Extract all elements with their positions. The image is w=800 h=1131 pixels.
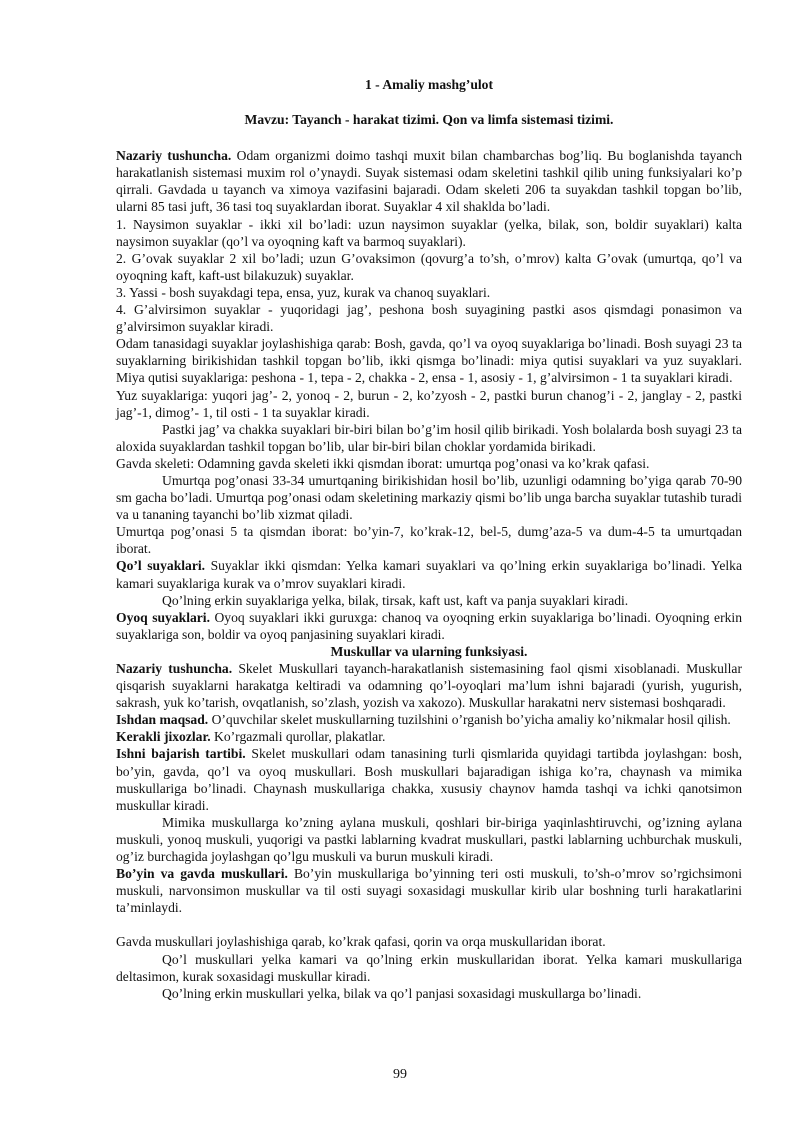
paragraph-lead: Ishdan maqsad.	[116, 712, 209, 728]
paragraph-neck-muscles	[116, 865, 742, 916]
paragraph-lead: Nazariy tushuncha.	[116, 148, 232, 164]
paragraph: Qo’lning erkin muskullari yelka, bilak va qo’l panjasi soxasidagi muskullarga bo’linadi.	[162, 985, 642, 1001]
paragraph-leg-bones	[116, 609, 742, 643]
paragraph-text: Ko’rgazmali qurollar, plakatlar.	[210, 729, 386, 745]
paragraph: Qo’lning erkin suyaklariga yelka, bilak, tirsak, kaft ust, kaft va panja suyaklari kiradi.	[162, 592, 629, 608]
paragraph-arm-bones	[116, 557, 742, 591]
paragraph: 4. G’alvirsimon suyaklar - yuqoridagi jag’, peshona bosh suyagining pastki asos qismdagi ponasimon va g’alvirsimon suyaklar kiradi.	[116, 302, 742, 335]
paragraph-text: Oyoq suyaklari ikki guruxga: chanoq va oyoqning erkin suyaklariga bo’linadi. Oyoqning erkin suyaklariga son, boldir va oyoq panjasining suyaklari kiradi.	[116, 609, 742, 642]
paragraph: Gavda muskullari joylashishiga qarab, ko’krak qafasi, qorin va orqa muskullaridan iborat.	[116, 934, 606, 950]
paragraph-lead: Nazariy tushuncha.	[116, 661, 233, 676]
paragraph: Umurtqa pog’onasi 5 ta qismdan iborat: bo’yin-7, ko’krak-12, bel-5, dumg’aza-5 va dum-4-5 ta umurtqadan iborat.	[116, 524, 742, 557]
section-heading: Muskullar va ularning funksiyasi.	[330, 643, 528, 659]
topic-subtitle: Mavzu: Tayanch - harakat tizimi. Qon va limfa sistemasi tizimi.	[244, 112, 614, 128]
paragraph: Gavda skeleti: Odamning gavda skeleti ikki qismdan iborat: umurtqa pog’onasi va ko’krak qafasi.	[116, 455, 650, 471]
paragraph: Odam tanasidagi suyaklar joylashishiga qarab: Bosh, gavda, qo’l va oyoq suyaklariga bo’linadi. Bosh suyagi 23 ta suyaklarning birikishidan tashkil topgan bo’lib, ikki qismga bo’linadi: miya qutisi suyaklari va yuz suyaklari. Miya qutisi suyaklariga: peshona - 1, tepa - 2, chakka - 2, ensa - 1, asosiy - 1, g’alvirsimon - 1 ta suyaklari kiradi.	[116, 336, 742, 386]
paragraph: 1. Naysimon suyaklar - ikki xil bo’ladi: uzun naysimon suyaklar (yelka, bilak, son, boldir suyaklari) kalta naysimon suyaklar (qo’l va oyoqning kaft va barmoq suyaklari).	[116, 216, 742, 249]
paragraph: Umurtqa pog’onasi 33-34 umurtqaning birikishidan hosil bo’lib, uzunligi odamning bo’yiga qarab 70-90 sm gacha bo’ladi. Umurtqa pog’onasi odam skeletining markaziy qismi bo’lib unga barcha suyaklar tutashib turadi va u tananing tayanchi bo’lib xizmat qiladi.	[116, 472, 742, 523]
paragraph: Yuz suyaklariga: yuqori jag’- 2, yonoq - 2, burun - 2, ko’zyosh - 2, pastki burun chanog’i - 2, janglay - 2, pastki jag’-1, dimog’- 1, til osti - 1 ta suyaklar kiradi.	[116, 387, 742, 420]
section-bones	[116, 147, 742, 643]
paragraph-equipment	[116, 728, 742, 745]
paragraph-lead: Bo’yin va gavda muskullari.	[116, 866, 288, 882]
paragraph-lead: Kerakli jixozlar.	[116, 729, 211, 745]
paragraph-text: Skelet Muskullari tayanch-harakatlanish sistemasining faol qismi xisoblanadi. Muskullar qisqarish suyaklarni harakatga keltiradi va odamning qo’l-oyoqlari ma’lum ishni bajaradi (yurish, yugurish, sakrash, yuk ko’tarish, ovqatlanish, so’zlash, yozish va xakozo). Muskullar harakatni nerv sistemasi boshqaradi.	[116, 661, 742, 711]
paragraph-text: O’quvchilar skelet muskullarning tuzilshini o’rganish bo’yicha amaliy ko’nikmalar hosil qilish.	[208, 712, 731, 728]
paragraph-text: Skelet muskullari odam tanasining turli qismlarida quyidagi tartibda joylashgan: bosh, bo’yin, gavda, qo’l va oyoq muskullari. Bosh muskullari bajaradigan ishiga ko’ra, chaynash va mimika muskullariga bo’linadi. Chaynash muskullariga chakka, xususiy chaynov hamda tashqi va ichki qanotsimon muskullar kiradi.	[116, 746, 742, 813]
page-title: 1 - Amaliy mashg’ulot	[364, 77, 493, 92]
paragraph: Qo’l muskullari yelka kamari va qo’lning erkin muskullaridan iborat. Yelka kamari muskullariga deltasimon, kurak soxasidagi muskullar kiradi.	[116, 951, 742, 984]
paragraph-theory	[116, 660, 742, 711]
paragraph: Mimika muskullarga ko’zning aylana muskuli, qoshlari bir-biriga yaqinlashtiruvchi, og’izning aylana muskuli, yonoq muskuli, yuqorigi va pastki lablarning kvadrat muskullari, pastki lablarning uchburchak muskuli, og’iz burchagida joylashgan qo’lgu muskuli va burun muskuli kiradi.	[116, 814, 742, 865]
document-page	[116, 68, 742, 1002]
paragraph: 3. Yassi - bosh suyakdagi tepa, ensa, yuz, kurak va chanoq suyaklari.	[116, 284, 491, 300]
paragraph-goal	[116, 711, 742, 728]
paragraph-lead: Qo’l suyaklari.	[116, 558, 206, 574]
paragraph: 2. G’ovak suyaklar 2 xil bo’ladi; uzun G’ovaksimon (qovurg’a to’sh, o’mrov) kalta G’ovak (umurtqa, qo’l va oyoqning kaft, kaft-ust bilakuzuk) suyaklar.	[116, 250, 742, 283]
paragraph-lead: Ishni bajarish tartibi.	[116, 746, 246, 762]
paragraph: Pastki jag’ va chakka suyaklari bir-biri bilan bo’g’im hosil qilib birikadi. Yosh bolalarda bosh suyagi 23 ta aloxida suyaklardan tashkil topgan bo’lib, ular bir-biri bilan choklar yordamida birikadi.	[116, 421, 742, 454]
section-muscles	[116, 660, 742, 1002]
paragraph-text: Odam organizmi doimo tashqi muxit bilan chambarchas bog’liq. Bu boglanishda tayanch harakatlanish sistemasi muxim rol o’ynaydi. Suyak sistemasi odam skeletini tashkil qilib uning funksiyalari ko’p qirrali. Gavdada u tayanch va ximoya vazifasini bajaradi. Odam skeleti 206 ta suyakdan tashkil topgan bo’lib, ularni 85 tasi juft, 36 tasi toq suyaklardan iborat. Suyaklar 4 xil shaklda bo’ladi.	[116, 148, 743, 215]
paragraph-intro	[116, 147, 742, 215]
paragraph-text: Bo’yin muskullariga bo’yinning teri osti muskuli, to’sh-o’mrov so’rgichsimoni muskuli, narvonsimon muskullar va til osti suyagi soxasidagi muskullar kirib ular boshning turli harakatlarini ta’minlaydi.	[116, 866, 742, 916]
paragraph-lead: Oyoq suyaklari.	[116, 609, 210, 625]
paragraph-text: Suyaklar ikki qismdan: Yelka kamari suyaklari va qo’lning erkin suyaklariga bo’linadi. Yelka kamari suyaklariga kurak va o’mrov suyaklari kiradi.	[116, 558, 743, 591]
page-number: 99	[393, 1067, 407, 1082]
paragraph-procedure	[116, 745, 742, 813]
